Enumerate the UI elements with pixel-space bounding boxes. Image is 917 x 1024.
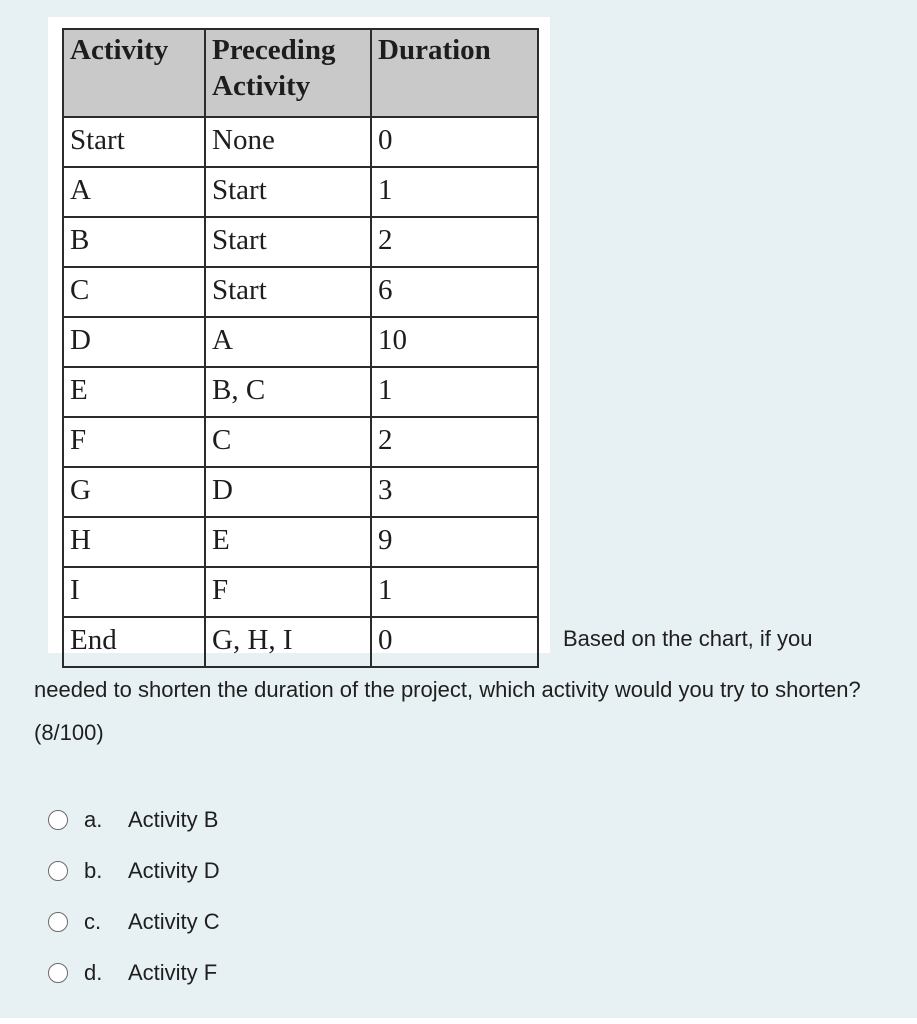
question-text: needed to shorten the duration of the project, which activity would you try to shorten? (8/100) <box>34 677 861 745</box>
activity-table <box>62 28 539 668</box>
cell-preceding: F <box>205 567 371 617</box>
cell-duration: 6 <box>371 267 538 317</box>
cell-activity: F <box>63 417 205 467</box>
cell-preceding: G, H, I <box>205 617 371 667</box>
table-row <box>63 467 538 517</box>
cell-preceding: None <box>205 117 371 167</box>
option-d[interactable] <box>48 947 220 998</box>
option-b[interactable] <box>48 845 220 896</box>
cell-activity: I <box>63 567 205 617</box>
cell-duration: 2 <box>371 217 538 267</box>
header-preceding-activity: Preceding Activity <box>205 29 371 117</box>
cell-duration: 10 <box>371 317 538 367</box>
cell-activity: C <box>63 267 205 317</box>
table-row <box>63 417 538 467</box>
question-text-line1: Based on the chart, if you <box>563 626 813 651</box>
cell-activity: B <box>63 217 205 267</box>
cell-preceding: Start <box>205 217 371 267</box>
cell-duration: 9 <box>371 517 538 567</box>
option-letter: c. <box>84 908 102 934</box>
cell-preceding: Start <box>205 167 371 217</box>
table-row <box>63 617 538 667</box>
header-duration: Duration <box>371 29 538 117</box>
cell-duration: 2 <box>371 417 538 467</box>
cell-duration: 1 <box>371 167 538 217</box>
cell-preceding: Start <box>205 267 371 317</box>
cell-duration: 0 <box>371 617 538 667</box>
table-row <box>63 167 538 217</box>
table-row <box>63 267 538 317</box>
cell-activity: D <box>63 317 205 367</box>
cell-activity: G <box>63 467 205 517</box>
table-row <box>63 517 538 567</box>
cell-duration: 0 <box>371 117 538 167</box>
cell-activity: A <box>63 167 205 217</box>
radio-button-icon[interactable] <box>48 861 68 881</box>
cell-activity: H <box>63 517 205 567</box>
cell-preceding: C <box>205 417 371 467</box>
option-label: Activity C <box>128 908 220 934</box>
option-label: Activity B <box>128 806 219 832</box>
activity-table-image <box>48 17 550 656</box>
option-letter: d. <box>84 959 103 985</box>
option-c[interactable] <box>48 896 220 947</box>
table-row <box>63 367 538 417</box>
table-row <box>63 567 538 617</box>
cell-activity: Start <box>63 117 205 167</box>
cell-duration: 1 <box>371 367 538 417</box>
option-a[interactable] <box>48 794 220 845</box>
table-header-row <box>63 29 538 117</box>
cell-preceding: A <box>205 317 371 367</box>
cell-preceding: D <box>205 467 371 517</box>
radio-button-icon[interactable] <box>48 912 68 932</box>
cell-activity: End <box>63 617 205 667</box>
cell-duration: 3 <box>371 467 538 517</box>
option-label: Activity F <box>128 959 218 985</box>
header-activity: Activity <box>63 29 205 117</box>
table-row <box>63 117 538 167</box>
radio-button-icon[interactable] <box>48 963 68 983</box>
cell-activity: E <box>63 367 205 417</box>
answer-options <box>48 794 220 998</box>
table-row <box>63 317 538 367</box>
option-label: Activity D <box>128 857 220 883</box>
cell-preceding: E <box>205 517 371 567</box>
option-letter: a. <box>84 806 103 832</box>
table-row <box>63 217 538 267</box>
option-letter: b. <box>84 857 103 883</box>
cell-duration: 1 <box>371 567 538 617</box>
radio-button-icon[interactable] <box>48 810 68 830</box>
cell-preceding: B, C <box>205 367 371 417</box>
